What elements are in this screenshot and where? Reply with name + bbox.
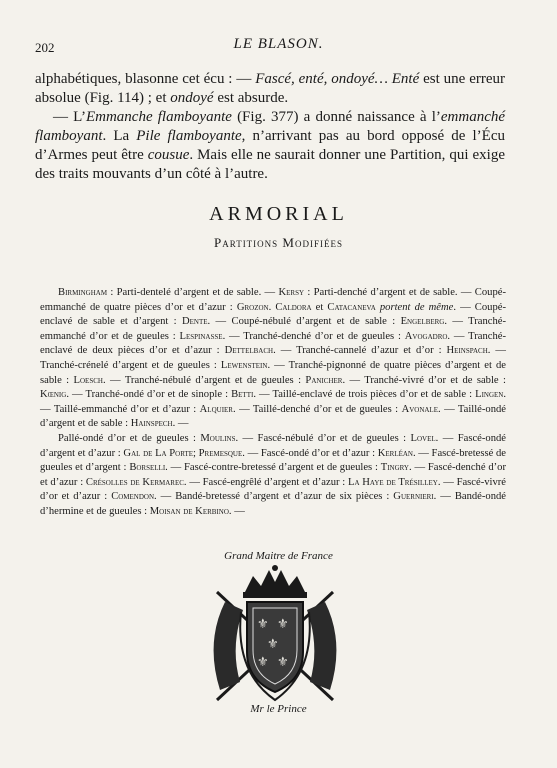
section-subtitle: Partitions Modifiées	[214, 235, 343, 250]
intro-paragraph-2: — L’Emmanche flamboyante (Fig. 377) a donné naissance à l’emmanché flamboyant. La Pile flamboyante, n’arrivant pas au bord opposé de l’Écu d’Armes peut être cousue. Mais elle ne saurait donner une Partition, qui exige des traits mouvants d’un côté à l’autre.	[35, 109, 506, 182]
emblem-caption-bottom: Mr le Prince	[250, 703, 307, 715]
section-title: ARMORIAL	[209, 203, 348, 225]
svg-text:⚜: ⚜	[257, 655, 269, 670]
armorial-paragraph-2: Pallé-ondé d’or et de gueules : Moulins. — Fascé-nébulé d’or et de gueules : Lovel. — Fascé-ondé d’argent et d’azur : Gal de La Porte; Premesque. — Fascé-ondé d’or et d’azur : Kerléan. — Fascé-bretessé de gueules et d’argent : Borselli. — Fascé-contre-bretessé d’argent et de gueules : Tingry. — Fascé-denché d’or et d’azur : Crésolles de Kermarec. — Fascé-engrêlé d’argent et d’azur : La Haye de Trésilley. — Fascé-vivré d’or et d’azur : Comendon. — Bandé-bretessé d’argent et d’azur de six pièces : Guernieri. — Bandé-ondé d’hermine et de gueules : Moisan de Kerbino. —	[40, 432, 507, 517]
intro-paragraph-1: alphabétiques, blasonne cet écu : — Fascé, enté, ondoyé… Enté est une erreur absolue (Fig. 114) ; et ondoyé est absurde.	[35, 71, 505, 106]
page-number: 202	[35, 40, 55, 55]
svg-text:⚜: ⚜	[257, 617, 269, 632]
svg-text:⚜: ⚜	[277, 655, 289, 670]
svg-text:⚜: ⚜	[267, 637, 279, 652]
emblem-caption-top: Grand Maitre de France	[224, 550, 333, 562]
crown-icon	[243, 565, 307, 598]
running-title: LE BLASON.	[233, 36, 324, 52]
coat-of-arms-emblem	[195, 562, 355, 707]
intro-text	[35, 70, 505, 184]
svg-text:⚜: ⚜	[277, 617, 289, 632]
armorial-list	[40, 286, 506, 520]
armorial-paragraph-1: Birmingham : Parti-dentelé d’argent et de sable. — Kersy : Parti-denché d’argent et de sable. — Coupé-emmanché de quatre pièces d’or et d’azur : Grozon. Caldora et Catacaneva portent de même. — Coupé-enclavé de sable et d’argent : Dente. — Coupé-nébulé d’argent et de sable : Engelberg. — Tranché-emmanché d’or et de gueules : Lespinasse. — Tranché-denché d’or et de gueules : Avogadro. — Tranché-enclavé de deux pièces d’or et d’azur : Dettelbach. — Tranché-cannelé d’azur et d’or : Heinspach. — Tranché-crénelé d’argent et de gueules : Lewenstein. — Tranché-pignonné de quatre pièces d’argent et de sable : Loesch. — Tranché-nébulé d’argent et de gueules : Panicher. — Tranché-vivré d’or et de sable : Kœnig. — Tranché-ondé d’or et de sinople : Betti. — Taillé-enclavé de trois pièces d’or et de sable : Lingen. — Taillé-emmanché d’or et d’azur : Alquier. — Taillé-denché d’or et de gueules : Avonale. — Taillé-ondé d’argent et de sable : Hainspech. —	[40, 287, 507, 430]
shield-icon	[247, 602, 303, 692]
